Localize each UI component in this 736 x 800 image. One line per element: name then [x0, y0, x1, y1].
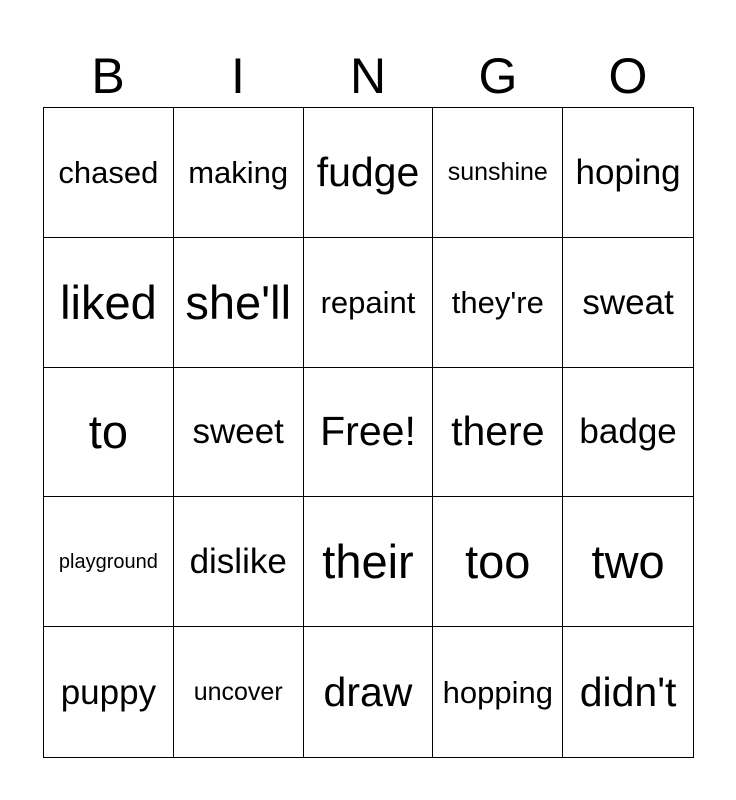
free-space[interactable]: Free!: [304, 368, 434, 498]
bingo-cell[interactable]: dislike: [174, 497, 304, 627]
bingo-cell[interactable]: draw: [304, 627, 434, 757]
bingo-cell[interactable]: fudge: [304, 108, 434, 238]
bingo-cell[interactable]: making: [174, 108, 304, 238]
bingo-cell[interactable]: repaint: [304, 238, 434, 368]
bingo-cell[interactable]: to: [44, 368, 174, 498]
bingo-cell[interactable]: hopping: [433, 627, 563, 757]
bingo-header: [43, 44, 693, 108]
bingo-cell[interactable]: chased: [44, 108, 174, 238]
bingo-cell[interactable]: their: [304, 497, 434, 627]
bingo-cell[interactable]: playground: [44, 497, 174, 627]
header-letter-b: B: [91, 48, 125, 104]
bingo-board: [43, 107, 694, 758]
bingo-cell[interactable]: liked: [44, 238, 174, 368]
header-letter-n: N: [349, 48, 387, 104]
bingo-cell[interactable]: two: [563, 497, 693, 627]
bingo-cell[interactable]: hoping: [563, 108, 693, 238]
bingo-cell[interactable]: sunshine: [433, 108, 563, 238]
bingo-cell[interactable]: puppy: [44, 627, 174, 757]
bingo-cell[interactable]: sweat: [563, 238, 693, 368]
bingo-cell[interactable]: didn't: [579, 668, 677, 715]
bingo-cell[interactable]: they're: [433, 238, 563, 368]
bingo-cell[interactable]: uncover: [174, 627, 304, 757]
header-letter-i: I: [231, 48, 245, 104]
bingo-cell[interactable]: too: [433, 497, 563, 627]
header-letter-g: G: [478, 48, 518, 104]
bingo-cell[interactable]: sweet: [174, 368, 304, 498]
bingo-cell[interactable]: she'll: [174, 238, 304, 368]
bingo-cell[interactable]: there: [433, 368, 563, 498]
bingo-cell[interactable]: badge: [563, 368, 693, 498]
header-letter-o: O: [608, 48, 648, 104]
